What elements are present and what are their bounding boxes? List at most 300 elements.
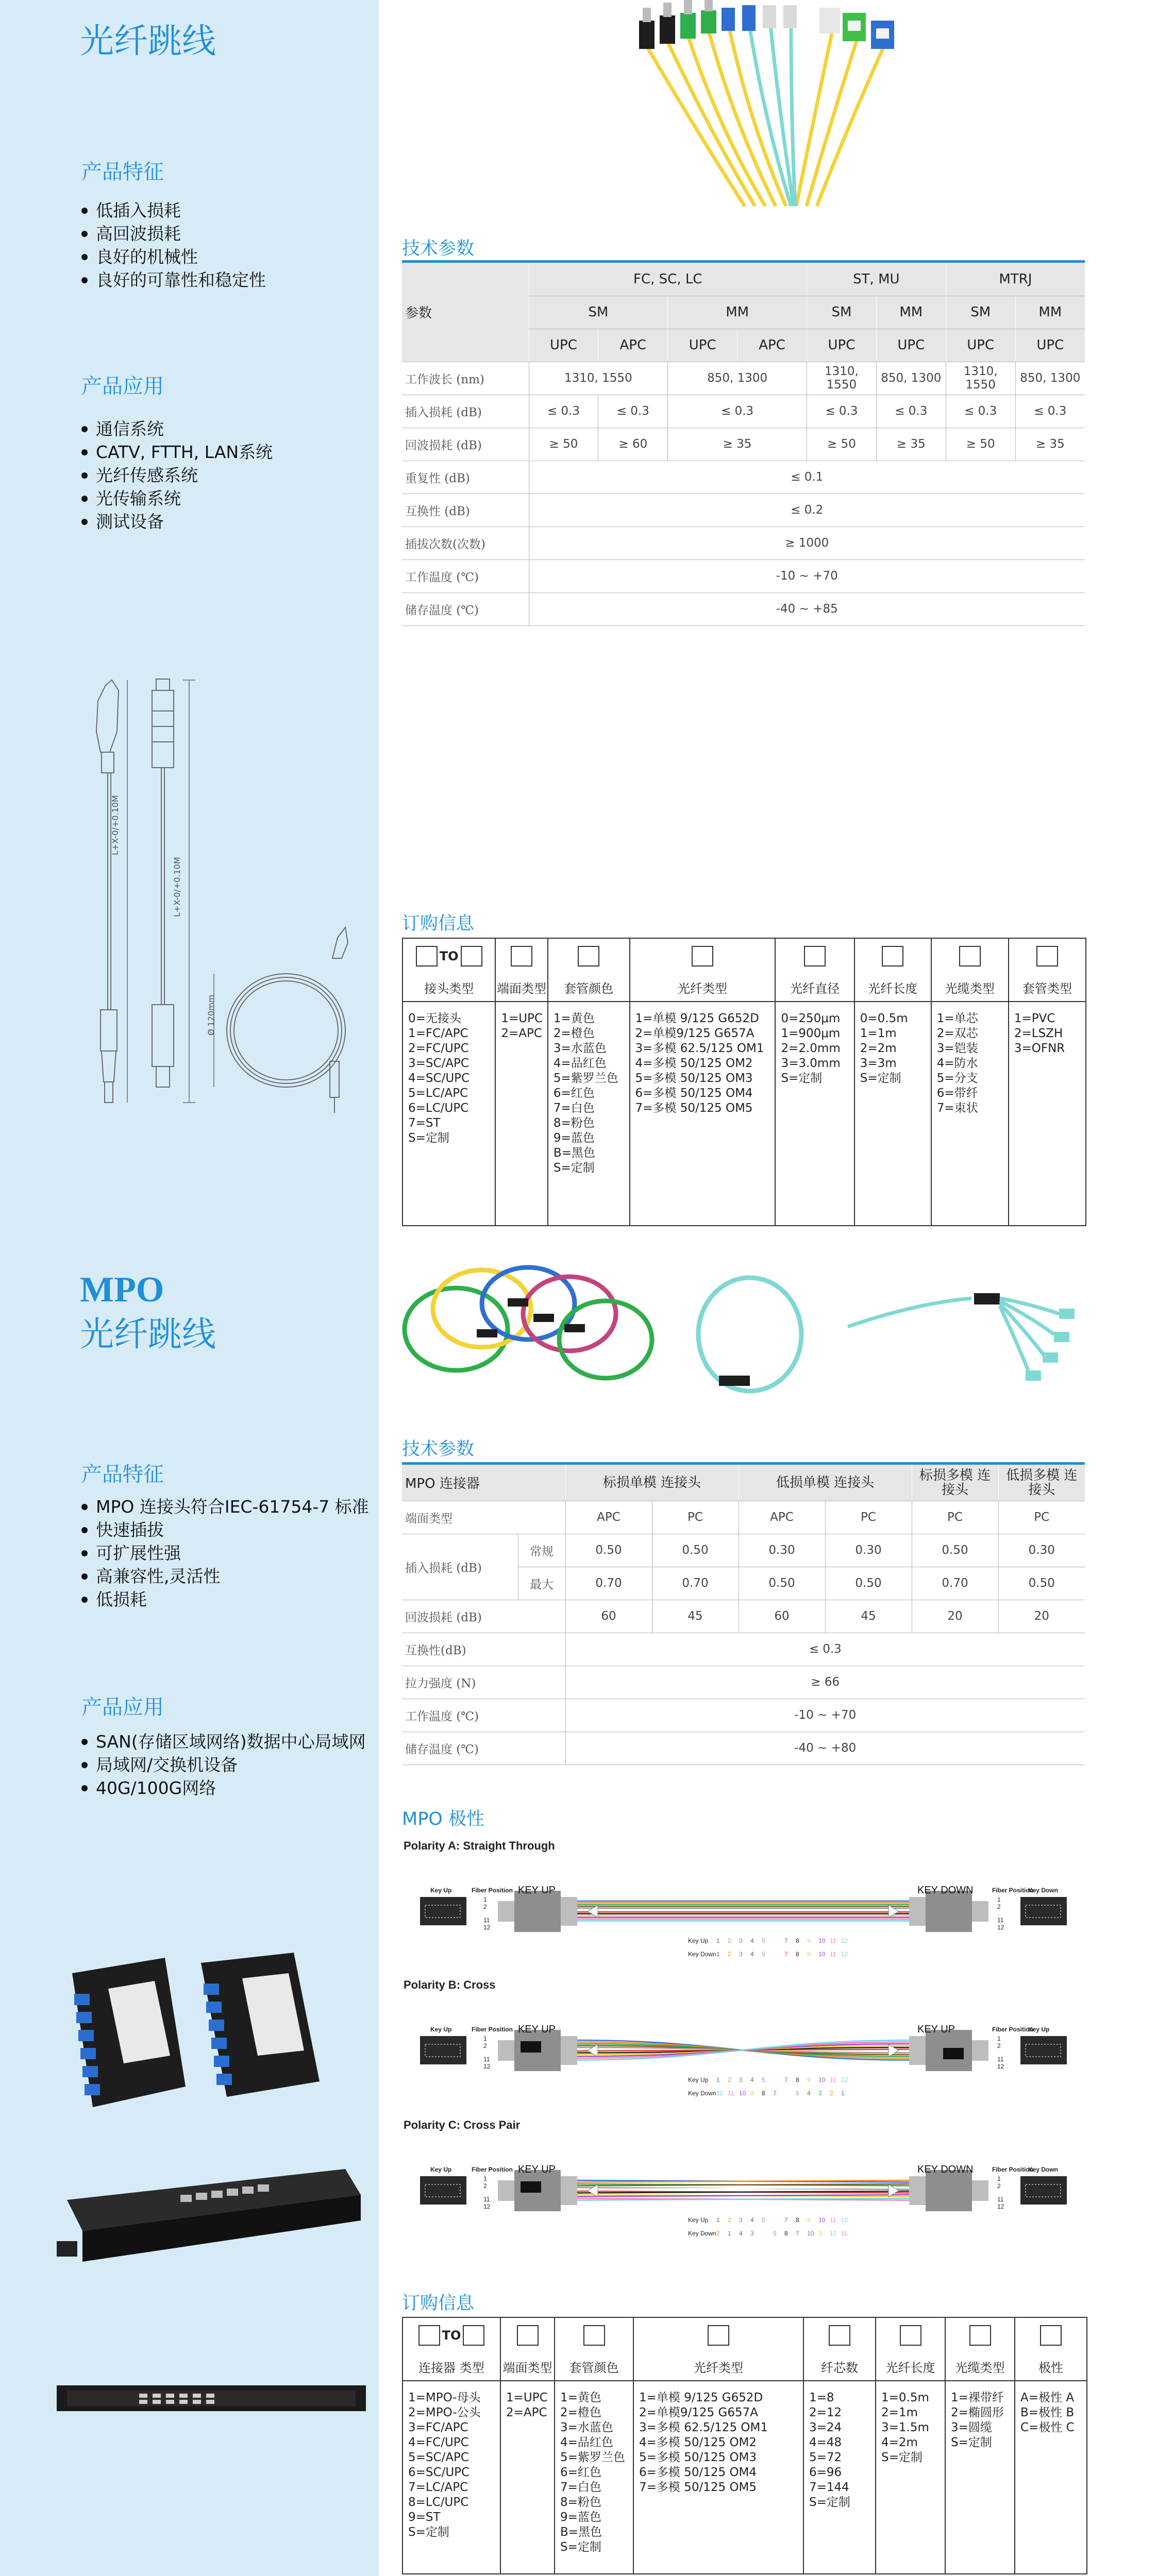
table-cell: PC	[652, 1501, 739, 1534]
list-item: 通信系统	[81, 417, 273, 440]
mpo-tech-params-title: 技术参数	[402, 1439, 475, 1460]
order-option: 8=粉色	[553, 1116, 595, 1130]
code-box[interactable]	[463, 2325, 484, 2346]
table-cell: -10 ~ +70	[565, 1699, 1085, 1732]
mapping-number: 10	[818, 2076, 826, 2083]
table-cell: 0.30	[825, 1534, 912, 1567]
position-number: 11	[483, 1917, 490, 1924]
table-cell: 0.50	[652, 1534, 739, 1567]
applications-title: 产品应用	[81, 375, 164, 398]
connector-caption: KEY DOWN	[917, 2164, 974, 2175]
mpo-order-info-title: 订购信息	[402, 2293, 475, 2314]
order-option: 3=多模 62.5/125 OM1	[639, 2421, 768, 2434]
polarity-name: Polarity C: Cross Pair	[404, 2119, 521, 2131]
code-cell	[495, 938, 548, 973]
table-cell: 850, 1300	[1015, 362, 1085, 395]
features-title: 产品特征	[81, 160, 164, 184]
order-option: 4=48	[809, 2436, 842, 2449]
order-option: 3=3m	[860, 1057, 897, 1070]
mapping-number: 5	[796, 2090, 799, 2097]
table-cell: ≤ 0.3	[876, 395, 946, 428]
connector-boot	[561, 1897, 577, 1926]
order-options-cell	[854, 1002, 931, 1226]
mapping-number: 4	[750, 1937, 754, 1944]
code-box[interactable]	[418, 2325, 440, 2346]
group-st-mu: ST, MU	[807, 263, 946, 296]
order-option: B=黑色	[553, 1146, 595, 1160]
header-type: 低损多模 连接头	[998, 1465, 1085, 1501]
position-number: 12	[997, 2203, 1004, 2210]
mapping-number: 11	[830, 1937, 836, 1944]
list-item: 40G/100G网络	[81, 1776, 366, 1800]
order-option: 5=72	[809, 2451, 842, 2464]
polish-type: UPC	[876, 329, 946, 362]
mapping-number: 5	[762, 1951, 765, 1958]
order-option: 1=FC/APC	[408, 1027, 468, 1040]
order-option: 6=96	[809, 2466, 842, 2479]
mapping-number: 3	[739, 2216, 743, 2224]
order-column-label: 光纤类型	[633, 2352, 803, 2381]
table-cell: PC	[912, 1501, 998, 1534]
mapping-number: 12	[841, 2216, 848, 2224]
param-header: 参数	[402, 263, 529, 362]
mpo-cord-photos	[399, 1257, 1111, 1401]
table-cell: 850, 1300	[876, 362, 946, 395]
table-row	[402, 362, 1085, 395]
table-cell: 0.70	[652, 1567, 739, 1600]
code-box[interactable]	[692, 946, 713, 967]
mapping-number: 2	[728, 2216, 731, 2224]
mapping-number: 6	[773, 2216, 777, 2224]
code-box[interactable]	[1040, 2325, 1062, 2346]
rack-enclosure	[57, 2169, 361, 2262]
mapping-number: 3	[739, 2076, 743, 2083]
order-option: 7=白色	[553, 1101, 595, 1115]
order-option: 1=PVC	[1014, 1012, 1055, 1025]
mapping-number: 5	[762, 2076, 765, 2083]
order-option: 2=橙色	[560, 2406, 601, 2419]
mapping-number: 7	[784, 1937, 788, 1944]
mapping-number: 11	[841, 2230, 848, 2237]
key-label: Key Up	[1028, 2026, 1050, 2033]
order-option: 2=1m	[881, 2406, 918, 2419]
mpo-cassette-left	[72, 1958, 186, 2107]
mapping-row-label: Key Up	[688, 2216, 709, 2224]
mapping-number: 8	[762, 2090, 765, 2097]
list-item: SAN(存储区域网络)数据中心局域网	[81, 1730, 366, 1753]
order-option: 1=单模 9/125 G652D	[639, 2391, 763, 2404]
patch-cord-dimension-drawing	[70, 670, 379, 1113]
order-option: B=黑色	[560, 2526, 602, 2539]
table-header-row	[402, 1465, 1085, 1501]
code-cell	[931, 938, 1009, 973]
code-box[interactable]	[882, 946, 903, 967]
list-item: 高兼容性,灵活性	[81, 1565, 369, 1588]
mpo-end-face	[420, 2036, 466, 2064]
polish-type: UPC	[946, 329, 1015, 362]
order-option: S=定制	[881, 2451, 923, 2464]
order-option: C=极性 C	[1020, 2421, 1075, 2434]
order-column-label: 光纤直径	[775, 973, 854, 1002]
connector-caption: KEY UP	[518, 2164, 556, 2175]
table-cell: 0.50	[912, 1534, 998, 1567]
code-box[interactable]	[804, 946, 826, 967]
position-number: 12	[997, 2063, 1004, 2070]
order-option: 3=3.0mm	[781, 1057, 841, 1070]
fiber-mm: MM	[1015, 296, 1085, 329]
row-label: 拉力强度 (N)	[402, 1666, 565, 1699]
order-option: 3=铠装	[936, 1042, 978, 1055]
mapping-number: 3	[739, 1937, 743, 1944]
connector-body	[926, 1891, 972, 1932]
table-cell: 0.50	[998, 1567, 1085, 1600]
mapping-number: 12	[841, 1937, 848, 1944]
mapping-number: 11	[830, 1951, 836, 1958]
dim-label-left: L+X-0/+0.10M	[110, 795, 120, 855]
order-option: S=定制	[860, 1072, 901, 1085]
fiber-position-label: Fiber Position	[472, 1887, 513, 1894]
mapping-number: 7	[796, 2230, 799, 2237]
mapping-number: 2	[716, 2230, 720, 2237]
order-option: 1=MPO-母头	[408, 2391, 481, 2404]
list-item: 局域网/交换机设备	[81, 1753, 366, 1776]
table-cell: 0.30	[739, 1534, 825, 1567]
list-item: 高回波损耗	[81, 222, 266, 245]
table-cell: ≤ 0.3	[598, 395, 668, 428]
position-number: 2	[997, 2182, 1001, 2190]
mapping-number: 7	[784, 2216, 788, 2224]
table-cell: ≥ 50	[946, 428, 1015, 461]
row-label: 重复性 (dB)	[402, 461, 529, 494]
table-cell: ≥ 60	[598, 428, 668, 461]
order-options-cell	[633, 2381, 803, 2574]
mpo-tech-params-table	[402, 1465, 1085, 1765]
order-column-label: 套管颜色	[548, 973, 630, 1002]
order-options-cell	[555, 2381, 633, 2574]
mpo-cassette-right	[201, 1953, 320, 2097]
mapping-number: 4	[750, 1951, 754, 1958]
code-box[interactable]	[900, 2325, 921, 2346]
mapping-number: 1	[716, 2216, 720, 2224]
mpo-end-face	[420, 2176, 466, 2205]
list-item: 快速插拔	[81, 1518, 369, 1541]
order-code-row	[403, 2317, 1087, 2352]
patch-cord-photo	[616, 0, 966, 211]
dim-label-coil: Ø 120mm	[206, 994, 216, 1036]
position-number: 1	[483, 2175, 487, 2182]
polarity-diagram	[402, 1860, 1087, 1963]
mapping-number: 11	[830, 2076, 836, 2083]
order-option: 9=ST	[408, 2511, 441, 2524]
order-option: 3=FC/APC	[408, 2421, 468, 2434]
mpo-order-info-table	[402, 2317, 1087, 2574]
row-label: 互换性 (dB)	[402, 494, 529, 527]
code-box[interactable]	[829, 2325, 850, 2346]
left-sidebar	[0, 0, 379, 2576]
order-option: 3=水蓝色	[553, 1042, 607, 1055]
mapping-number: 7	[784, 2076, 788, 2083]
order-option: 1=0.5m	[881, 2391, 929, 2404]
order-options-cell	[1009, 1002, 1086, 1226]
order-option: 3=多模 62.5/125 OM1	[635, 1042, 764, 1055]
list-item: MPO 连接头符合IEC-61754-7 标准	[81, 1495, 369, 1518]
table-row	[402, 1732, 1085, 1765]
key-label: Key Up	[430, 2166, 452, 2173]
order-column-label: 光纤长度	[876, 2352, 945, 2381]
polarity-name: Polarity B: Cross	[404, 1978, 496, 1991]
order-option: 7=多模 50/125 OM5	[635, 1101, 753, 1115]
order-column-label: 端面类型	[495, 973, 548, 1002]
order-label-row	[403, 2352, 1087, 2381]
mpo-end-face	[1020, 1897, 1067, 1925]
order-option: 7=ST	[408, 1116, 441, 1130]
mapping-number: 10	[818, 1937, 826, 1944]
row-label: 回波损耗 (dB)	[402, 428, 529, 461]
table-cell: ≥ 1000	[529, 527, 1085, 560]
mapping-number: 6	[773, 2076, 777, 2083]
table-cell: ≤ 0.2	[529, 494, 1085, 527]
table-cell: -40 ~ +85	[529, 592, 1085, 625]
header-connector: MPO 连接器	[402, 1465, 565, 1501]
code-box[interactable]	[461, 946, 482, 967]
mpo-polarity-title: MPO 极性	[402, 1809, 484, 1829]
table-row	[402, 428, 1085, 461]
mapping-number: 10	[807, 2230, 814, 2237]
order-option: 7=束状	[936, 1101, 978, 1115]
order-option: 1=900μm	[781, 1027, 841, 1040]
order-option: 1=裸带纤	[951, 2391, 1004, 2404]
mapping-number: 9	[807, 2216, 811, 2224]
table-cell: APC	[565, 1501, 652, 1534]
code-cell	[630, 938, 776, 973]
row-label: 插入损耗 (dB)	[402, 1534, 518, 1600]
mapping-row-label: Key Down	[688, 2230, 716, 2237]
table-cell: 45	[825, 1600, 912, 1633]
mapping-number: 8	[784, 2230, 788, 2237]
mapping-number: 9	[807, 1937, 811, 1944]
polarity-diagram	[402, 2139, 1087, 2242]
order-option: 4=FC/UPC	[408, 2436, 469, 2449]
order-option: 3=1.5m	[881, 2421, 929, 2434]
connector-caption: KEY DOWN	[917, 1885, 974, 1896]
position-number: 12	[483, 2063, 491, 2070]
table-cell: 1310, 1550	[529, 362, 668, 395]
table-cell: 45	[652, 1600, 739, 1633]
code-box[interactable]	[517, 2325, 539, 2346]
table-row	[402, 1633, 1085, 1666]
position-number: 2	[483, 1903, 487, 1910]
order-options-cell	[403, 2381, 500, 2574]
mapping-number: 11	[728, 2090, 734, 2097]
code-box[interactable]	[578, 946, 599, 967]
mapping-number: 11	[830, 2216, 836, 2224]
mapping-number: 12	[841, 1951, 848, 1958]
list-item: 低插入损耗	[81, 199, 266, 222]
table-cell: 0.70	[912, 1567, 998, 1600]
mapping-number: 6	[762, 2230, 765, 2237]
table-row	[402, 560, 1085, 592]
order-option: 3=24	[809, 2421, 842, 2434]
position-number: 1	[997, 2175, 1001, 2182]
order-option: S=定制	[560, 2540, 601, 2554]
polarity-name: Polarity A: Straight Through	[404, 1839, 555, 1852]
mapping-number: 4	[750, 2216, 754, 2224]
mapping-number: 1	[716, 2076, 720, 2083]
row-sublabel: 常规	[518, 1534, 565, 1567]
order-option: 9=蓝色	[553, 1131, 595, 1145]
order-option: 1=单芯	[936, 1012, 978, 1025]
table-cell: 0.70	[565, 1567, 652, 1600]
order-label-row	[403, 973, 1086, 1002]
code-box[interactable]	[511, 946, 532, 967]
mpo-end-face	[420, 1897, 466, 1925]
list-item: 良好的可靠性和稳定性	[81, 268, 266, 292]
row-sublabel: 最大	[518, 1567, 565, 1600]
order-option: 6=多模 50/125 OM4	[639, 2466, 757, 2479]
applications-list	[81, 417, 273, 533]
order-info-title: 订购信息	[402, 913, 475, 934]
list-item: CATV, FTTH, LAN系统	[81, 440, 273, 464]
dim-label-right: L+X-0/+0.10M	[172, 857, 182, 917]
table-cell: 0.50	[825, 1567, 912, 1600]
table-cell: -40 ~ +80	[565, 1732, 1085, 1765]
mpo-end-face	[1020, 2036, 1067, 2064]
table-cell: 0.50	[739, 1567, 825, 1600]
table-cell: 850, 1300	[668, 362, 807, 395]
order-option: 6=红色	[560, 2466, 601, 2479]
order-options-cell	[495, 1002, 548, 1226]
mapping-number: 4	[739, 2230, 743, 2237]
code-box[interactable]	[969, 2325, 991, 2346]
mapping-number: 8	[796, 2076, 799, 2083]
order-options-cell	[1015, 2381, 1087, 2574]
order-option: 3=水蓝色	[560, 2421, 613, 2434]
connector-ferrule	[498, 2180, 514, 2201]
table-row	[402, 1501, 1085, 1534]
table-cell: ≤ 0.3	[1015, 395, 1085, 428]
order-option: S=定制	[781, 1072, 823, 1085]
1u-patch-panel	[57, 2385, 366, 2411]
table-cell: 60	[739, 1600, 825, 1633]
to-label: TO	[439, 948, 459, 963]
features-list	[81, 199, 266, 292]
code-cell	[1009, 938, 1086, 973]
position-number: 11	[483, 2196, 490, 2203]
mapping-number: 12	[830, 2230, 837, 2237]
mapping-number: 4	[807, 2090, 811, 2097]
mapping-number: 2	[830, 2090, 833, 2097]
position-number: 12	[483, 1924, 491, 1931]
spec-header-group	[402, 263, 1085, 296]
row-label: 工作温度 (℃)	[402, 1699, 565, 1732]
order-option: 6=SC/UPC	[408, 2466, 470, 2479]
order-option: 5=多模 50/125 OM3	[639, 2451, 757, 2464]
mpo-hardware-photos	[57, 1953, 366, 2576]
order-option: 3=OFNR	[1014, 1042, 1065, 1055]
table-row	[402, 494, 1085, 527]
order-options-cell	[775, 1002, 854, 1226]
table-cell: 0.30	[998, 1534, 1085, 1567]
order-option: 6=红色	[553, 1087, 595, 1100]
mapping-row-label: Key Down	[688, 2090, 716, 2097]
order-option: 7=144	[809, 2481, 849, 2494]
order-option: 8=粉色	[560, 2496, 601, 2509]
mapping-number: 12	[841, 2076, 848, 2083]
table-cell: APC	[739, 1501, 825, 1534]
code-box[interactable]	[416, 946, 438, 967]
tech-params-table	[402, 263, 1085, 626]
mapping-number: 5	[762, 2216, 765, 2224]
table-row	[402, 1699, 1085, 1732]
key-label: Key Up	[430, 1887, 452, 1894]
mapping-number: 3	[818, 2090, 822, 2097]
fiber-position-label: Fiber Position	[992, 2166, 1034, 2173]
code-box[interactable]	[1036, 946, 1058, 967]
fiber-sm: SM	[529, 296, 668, 329]
order-option: 4=品红色	[560, 2436, 613, 2449]
order-option: 2=单模9/125 G657A	[639, 2406, 758, 2419]
connector-boot	[561, 2036, 577, 2065]
fiber-position-label: Fiber Position	[472, 2166, 513, 2173]
table-row	[402, 592, 1085, 625]
fiber-position-label: Fiber Position	[992, 2026, 1034, 2033]
mapping-number: 10	[818, 1951, 826, 1958]
row-label: 回波损耗 (dB)	[402, 1600, 565, 1633]
order-option: 2=APC	[501, 1027, 542, 1040]
mapping-number: 6	[773, 1937, 777, 1944]
connector-ferrule	[498, 2040, 514, 2061]
mapping-row-label: Key Up	[688, 2076, 709, 2083]
mapping-number: 2	[728, 2076, 731, 2083]
table-cell: ≥ 50	[807, 428, 877, 461]
code-box[interactable]	[708, 2325, 729, 2346]
order-option: 2=APC	[506, 2406, 547, 2419]
mapping-number: 5	[773, 2230, 777, 2237]
position-number: 12	[483, 2203, 491, 2210]
order-option: 2=椭圆形	[951, 2406, 1004, 2419]
table-row	[402, 1600, 1085, 1633]
position-number: 1	[483, 2035, 487, 2042]
fiber-position-label: Fiber Position	[472, 2026, 513, 2033]
page-title-patch-cord: 光纤跳线	[80, 21, 216, 61]
row-label: 插入损耗 (dB)	[402, 395, 529, 428]
order-option: 9=蓝色	[560, 2511, 601, 2524]
position-number: 11	[997, 1917, 1004, 1924]
order-option: A=极性 A	[1020, 2391, 1075, 2404]
order-option: 5=SC/APC	[408, 2451, 469, 2464]
code-box[interactable]	[583, 2325, 605, 2346]
code-cell	[548, 938, 630, 973]
row-label: 储存温度 (℃)	[402, 592, 529, 625]
code-cell	[403, 2317, 500, 2352]
order-column-label: 极性	[1015, 2352, 1087, 2381]
code-box[interactable]	[959, 946, 981, 967]
mpo-title-latin: MPO	[80, 1270, 164, 1310]
order-option: S=定制	[408, 2526, 449, 2539]
order-column-label: 光缆类型	[931, 973, 1009, 1002]
main-content	[379, 0, 1157, 2576]
position-number: 1	[997, 2035, 1001, 2042]
code-cell	[876, 2317, 945, 2352]
key-marker	[943, 2048, 964, 2059]
position-number: 2	[997, 2042, 1001, 2049]
order-options-cell	[403, 1002, 495, 1226]
code-cell	[1015, 2317, 1087, 2352]
code-cell	[803, 2317, 876, 2352]
order-option: 2=橙色	[553, 1027, 595, 1040]
mapping-number: 6	[773, 1951, 777, 1958]
code-cell	[500, 2317, 555, 2352]
